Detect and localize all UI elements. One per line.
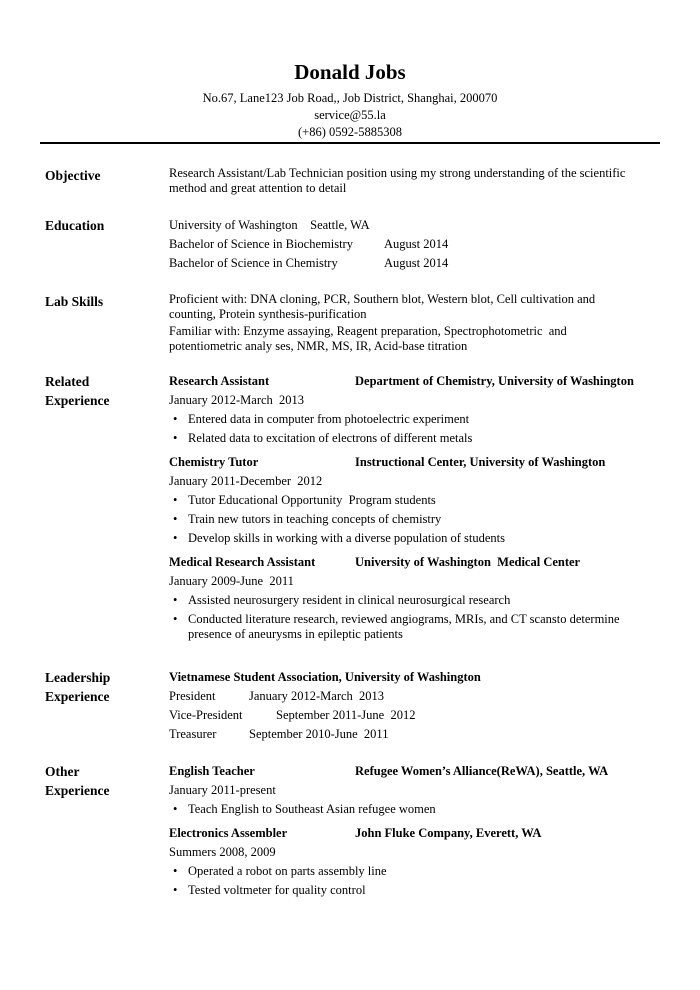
degree-date: August 2014 (384, 237, 449, 251)
leadership-position-row (169, 687, 639, 706)
job-role: Electronics Assembler (169, 826, 288, 840)
position-role: Vice-President (169, 708, 243, 722)
job-org: Refugee Women’s Alliance(ReWA), Seattle, WA (355, 764, 609, 778)
list-item: • Tested voltmeter for quality control (173, 883, 366, 897)
job-bullets (169, 493, 639, 546)
position-dates: September 2010-June 2011 (249, 727, 389, 741)
job-dates: January 2009-June 2011 (169, 574, 294, 588)
list-item: • Related data to excitation of electrons of different metals (173, 431, 473, 445)
proficient-skills: Proficient with: DNA cloning, PCR, Southern blot, Western blot, Cell cultivation and counting, Protein synthesis-purification (169, 292, 596, 321)
job-heading (169, 372, 639, 391)
list-item: • Teach English to Southeast Asian refugee women (173, 802, 436, 816)
section-title-other-experience: Other Experience (45, 764, 110, 798)
job-dates: January 2011-present (169, 783, 276, 797)
job-heading (169, 553, 639, 572)
other-experience-body (169, 762, 639, 902)
list-item: • Entered data in computer from photoelectric experiment (173, 412, 470, 426)
job-dates: January 2011-December 2012 (169, 474, 323, 488)
section-title-objective: Objective (45, 168, 101, 183)
leadership-position-row (169, 706, 639, 725)
job-heading (169, 762, 639, 781)
position-dates: January 2012-March 2013 (249, 689, 385, 703)
bullet-icon: • (173, 512, 178, 526)
list-item: • Assisted neurosurgery resident in clinical neurosurgical research (173, 593, 511, 607)
job-heading (169, 453, 639, 472)
job-org: John Fluke Company, Everett, WA (355, 826, 542, 840)
objective-body (169, 166, 639, 196)
job-dates: Summers 2008, 2009 (169, 845, 276, 859)
job-role: Research Assistant (169, 374, 270, 388)
related-experience-body (169, 372, 639, 646)
familiar-skills: Familiar with: Enzyme assaying, Reagent preparation, Spectrophotometric and potentiometric analy ses, NMR, MS, IR, Acid-base titration (169, 324, 570, 353)
job-role: English Teacher (169, 764, 255, 778)
degree-date: August 2014 (384, 256, 449, 270)
list-item: • Tutor Educational Opportunity Program students (173, 493, 436, 507)
leadership-position-row (169, 725, 639, 744)
list-item: • Develop skills in working with a diverse population of students (173, 531, 505, 545)
bullet-icon: • (173, 802, 178, 816)
lab-skills-body (169, 292, 639, 354)
position-role: Treasurer (169, 727, 217, 741)
section-title-education: Education (45, 218, 105, 233)
header-divider (40, 142, 660, 144)
list-item: • Operated a robot on parts assembly line (173, 864, 387, 878)
job-role: Medical Research Assistant (169, 555, 316, 569)
list-item: • Conducted literature research, reviewed angiograms, MRIs, and CT scansto determine presence of aneurysms in epileptic patients (173, 612, 620, 641)
leadership-body (169, 668, 639, 744)
education-degree-row (169, 235, 639, 254)
bullet-icon: • (173, 864, 178, 878)
bullet-icon: • (173, 612, 178, 626)
education-degree-row (169, 254, 639, 273)
job-bullets (169, 593, 639, 642)
section-title-lab-skills: Lab Skills (45, 294, 104, 309)
degree-name: Bachelor of Science in Chemistry (169, 256, 338, 270)
section-title-leadership: Leadership Experience (45, 670, 111, 704)
objective-text: Research Assistant/Lab Technician position using my strong understanding of the scientific method and great attention to detail (169, 166, 626, 195)
bullet-icon: • (173, 883, 178, 897)
phone: (+86) 0592-5885308 (298, 125, 402, 139)
leadership-org: Vietnamese Student Association, University of Washington (169, 670, 481, 684)
address: No.67, Lane123 Job Road,, Job District, Shanghai, 200070 (202, 91, 498, 105)
bullet-icon: • (173, 593, 178, 607)
job-bullets (169, 864, 639, 898)
section-title-related-experience: Related Experience (45, 374, 110, 408)
email: service@55.la (314, 108, 386, 122)
job-bullets (169, 802, 639, 817)
job-org: University of Washington Medical Center (355, 555, 581, 569)
job-org: Instructional Center, University of Washington (355, 455, 606, 469)
education-body (169, 216, 639, 273)
job-dates: January 2012-March 2013 (169, 393, 305, 407)
job-role: Chemistry Tutor (169, 455, 259, 469)
education-school: University of Washington Seattle, WA (169, 218, 370, 232)
candidate-name: Donald Jobs (294, 60, 406, 84)
job-bullets (169, 412, 639, 446)
job-heading (169, 824, 639, 843)
bullet-icon: • (173, 531, 178, 545)
resume-header (0, 58, 700, 141)
degree-name: Bachelor of Science in Biochemistry (169, 237, 353, 251)
list-item: • Train new tutors in teaching concepts of chemistry (173, 512, 442, 526)
bullet-icon: • (173, 493, 178, 507)
job-org: Department of Chemistry, University of Washington (355, 374, 634, 388)
bullet-icon: • (173, 412, 178, 426)
position-dates: September 2011-June 2012 (276, 708, 416, 722)
bullet-icon: • (173, 431, 178, 445)
position-role: President (169, 689, 216, 703)
